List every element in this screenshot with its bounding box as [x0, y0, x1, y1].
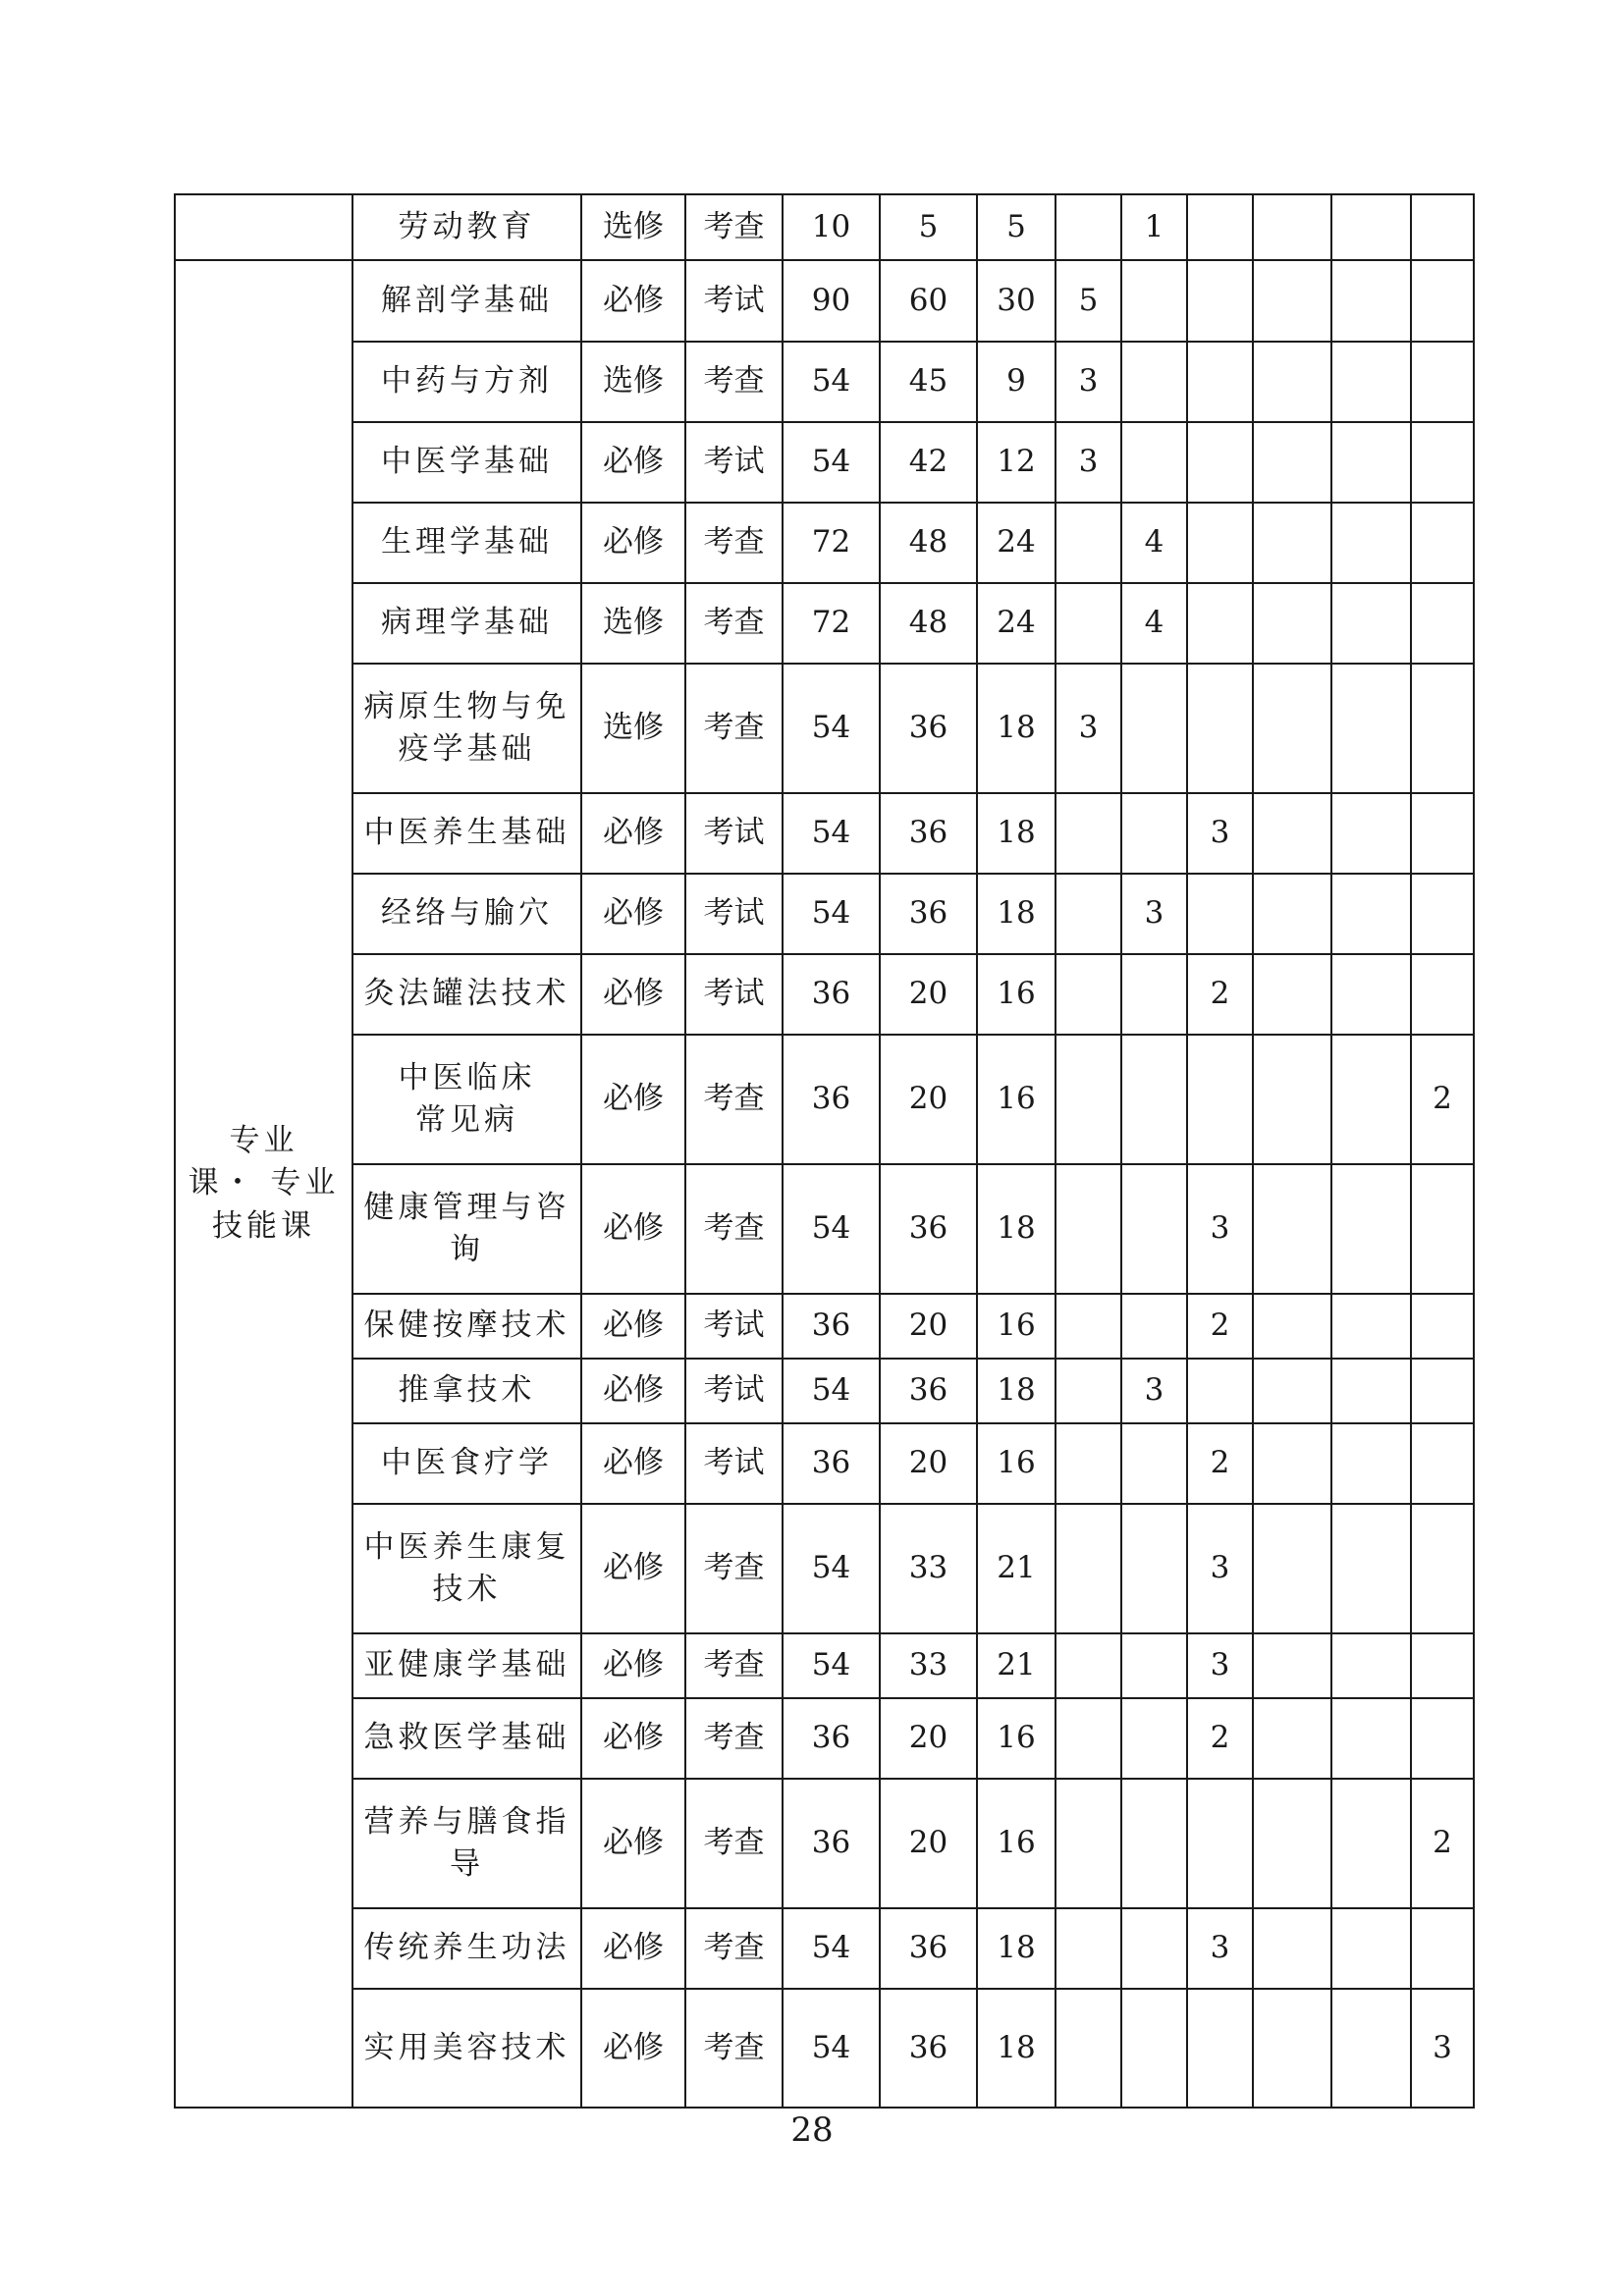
practice-hours-cell: 30: [977, 260, 1056, 342]
sem2-cell: [1121, 1989, 1187, 2108]
practice-hours-cell: 16: [977, 1698, 1056, 1779]
sem1-cell: [1056, 583, 1121, 664]
practice-hours-cell: 18: [977, 664, 1056, 793]
total-hours-cell: 54: [783, 1359, 880, 1423]
assessment-cell: 考查: [685, 503, 783, 583]
practice-hours-cell: 18: [977, 1164, 1056, 1294]
sem1-cell: [1056, 1359, 1121, 1423]
sem2-cell: [1121, 793, 1187, 874]
sem5-cell: [1331, 422, 1411, 503]
assessment-cell: 考查: [685, 1698, 783, 1779]
theory-hours-cell: 20: [880, 954, 977, 1035]
sem4-cell: [1253, 503, 1331, 583]
practice-hours-cell: 16: [977, 1294, 1056, 1359]
sem2-cell: [1121, 422, 1187, 503]
table-row: [175, 194, 1474, 260]
theory-hours-cell: 45: [880, 342, 977, 422]
sem4-cell: [1253, 664, 1331, 793]
course-type-cell: 必修: [581, 1504, 685, 1633]
sem6-cell: [1411, 664, 1474, 793]
sem4-cell: [1253, 954, 1331, 1035]
course-table: [174, 193, 1475, 2109]
sem6-cell: [1411, 260, 1474, 342]
total-hours-cell: 54: [783, 874, 880, 954]
sem5-cell: [1331, 1698, 1411, 1779]
assessment-cell: 考查: [685, 194, 783, 260]
course-name-cell: 推拿技术: [352, 1359, 581, 1423]
course-name-cell: 传统养生功法: [352, 1908, 581, 1989]
assessment-cell: 考查: [685, 1164, 783, 1294]
course-name-cell: 实用美容技术: [352, 1989, 581, 2108]
sem3-cell: 3: [1187, 1908, 1253, 1989]
practice-hours-cell: 18: [977, 1908, 1056, 1989]
sem2-cell: [1121, 1908, 1187, 1989]
sem3-cell: 3: [1187, 793, 1253, 874]
sem3-cell: [1187, 874, 1253, 954]
sem2-cell: [1121, 342, 1187, 422]
practice-hours-cell: 21: [977, 1633, 1056, 1698]
sem4-cell: [1253, 793, 1331, 874]
table-row: [175, 1423, 1474, 1504]
sem6-cell: [1411, 1164, 1474, 1294]
course-name-cell: 解剖学基础: [352, 260, 581, 342]
table-row: [175, 503, 1474, 583]
sem3-cell: [1187, 342, 1253, 422]
sem5-cell: [1331, 874, 1411, 954]
practice-hours-cell: 21: [977, 1504, 1056, 1633]
total-hours-cell: 36: [783, 1294, 880, 1359]
table-row: [175, 583, 1474, 664]
course-type-cell: 必修: [581, 954, 685, 1035]
sem2-cell: [1121, 1698, 1187, 1779]
sem2-cell: [1121, 1504, 1187, 1633]
sem1-cell: [1056, 194, 1121, 260]
table-row: [175, 1359, 1474, 1423]
course-name-cell: 营养与膳食指导: [352, 1779, 581, 1908]
total-hours-cell: 54: [783, 793, 880, 874]
total-hours-cell: 54: [783, 1633, 880, 1698]
sem3-cell: [1187, 503, 1253, 583]
sem1-cell: [1056, 1779, 1121, 1908]
course-name-cell: 中医养生康复技术: [352, 1504, 581, 1633]
course-type-cell: 必修: [581, 1423, 685, 1504]
sem5-cell: [1331, 503, 1411, 583]
sem2-cell: [1121, 1035, 1187, 1164]
sem5-cell: [1331, 1989, 1411, 2108]
total-hours-cell: 72: [783, 583, 880, 664]
table-row: [175, 1294, 1474, 1359]
assessment-cell: 考试: [685, 954, 783, 1035]
course-type-cell: 必修: [581, 793, 685, 874]
theory-hours-cell: 36: [880, 1164, 977, 1294]
course-type-cell: 必修: [581, 503, 685, 583]
sem1-cell: [1056, 954, 1121, 1035]
sem5-cell: [1331, 1908, 1411, 1989]
total-hours-cell: 36: [783, 1779, 880, 1908]
course-type-cell: 必修: [581, 422, 685, 503]
sem3-cell: 2: [1187, 1294, 1253, 1359]
sem4-cell: [1253, 1779, 1331, 1908]
total-hours-cell: 36: [783, 954, 880, 1035]
sem6-cell: [1411, 194, 1474, 260]
sem3-cell: 3: [1187, 1504, 1253, 1633]
sem6-cell: [1411, 793, 1474, 874]
sem4-cell: [1253, 583, 1331, 664]
table-row: [175, 422, 1474, 503]
practice-hours-cell: 16: [977, 1035, 1056, 1164]
sem6-cell: [1411, 1359, 1474, 1423]
sem5-cell: [1331, 1423, 1411, 1504]
sem1-cell: [1056, 1423, 1121, 1504]
course-type-cell: 必修: [581, 1633, 685, 1698]
assessment-cell: 考试: [685, 1294, 783, 1359]
category-cell: 专业 课・ 专业 技能课: [175, 260, 352, 2108]
sem4-cell: [1253, 1423, 1331, 1504]
sem5-cell: [1331, 793, 1411, 874]
sem4-cell: [1253, 194, 1331, 260]
sem1-cell: [1056, 793, 1121, 874]
table-row: [175, 342, 1474, 422]
sem5-cell: [1331, 260, 1411, 342]
theory-hours-cell: 20: [880, 1698, 977, 1779]
table-row: [175, 793, 1474, 874]
table-body: [175, 194, 1474, 2108]
sem4-cell: [1253, 1989, 1331, 2108]
sem1-cell: 3: [1056, 422, 1121, 503]
theory-hours-cell: 36: [880, 874, 977, 954]
sem2-cell: 4: [1121, 503, 1187, 583]
theory-hours-cell: 36: [880, 1908, 977, 1989]
sem6-cell: [1411, 954, 1474, 1035]
sem6-cell: [1411, 1908, 1474, 1989]
sem1-cell: 5: [1056, 260, 1121, 342]
course-type-cell: 必修: [581, 1908, 685, 1989]
practice-hours-cell: 16: [977, 1779, 1056, 1908]
sem5-cell: [1331, 194, 1411, 260]
course-type-cell: 必修: [581, 1164, 685, 1294]
table-row: [175, 1164, 1474, 1294]
assessment-cell: 考查: [685, 1035, 783, 1164]
sem3-cell: [1187, 583, 1253, 664]
sem2-cell: 3: [1121, 874, 1187, 954]
table-row: [175, 1908, 1474, 1989]
sem2-cell: [1121, 1423, 1187, 1504]
sem6-cell: [1411, 503, 1474, 583]
total-hours-cell: 54: [783, 342, 880, 422]
sem6-cell: [1411, 874, 1474, 954]
total-hours-cell: 54: [783, 1504, 880, 1633]
table-row: [175, 1633, 1474, 1698]
course-type-cell: 必修: [581, 1989, 685, 2108]
course-type-cell: 必修: [581, 1035, 685, 1164]
assessment-cell: 考试: [685, 1359, 783, 1423]
table-row: [175, 1989, 1474, 2108]
theory-hours-cell: 48: [880, 503, 977, 583]
practice-hours-cell: 24: [977, 503, 1056, 583]
assessment-cell: 考查: [685, 1504, 783, 1633]
total-hours-cell: 54: [783, 1908, 880, 1989]
total-hours-cell: 54: [783, 1164, 880, 1294]
sem1-cell: [1056, 1989, 1121, 2108]
sem6-cell: [1411, 342, 1474, 422]
sem2-cell: [1121, 1779, 1187, 1908]
sem6-cell: [1411, 583, 1474, 664]
sem5-cell: [1331, 1359, 1411, 1423]
sem5-cell: [1331, 954, 1411, 1035]
course-type-cell: 必修: [581, 1698, 685, 1779]
practice-hours-cell: 18: [977, 1359, 1056, 1423]
sem2-cell: [1121, 260, 1187, 342]
page-number: 28: [790, 2110, 834, 2150]
assessment-cell: 考查: [685, 342, 783, 422]
sem1-cell: [1056, 1908, 1121, 1989]
course-type-cell: 选修: [581, 194, 685, 260]
total-hours-cell: 54: [783, 664, 880, 793]
sem6-cell: [1411, 1504, 1474, 1633]
theory-hours-cell: 36: [880, 793, 977, 874]
sem1-cell: [1056, 1504, 1121, 1633]
sem1-cell: [1056, 874, 1121, 954]
assessment-cell: 考查: [685, 1989, 783, 2108]
sem6-cell: [1411, 1294, 1474, 1359]
total-hours-cell: 54: [783, 1989, 880, 2108]
course-name-cell: 健康管理与咨询: [352, 1164, 581, 1294]
course-type-cell: 必修: [581, 1294, 685, 1359]
theory-hours-cell: 20: [880, 1294, 977, 1359]
sem2-cell: [1121, 1294, 1187, 1359]
assessment-cell: 考试: [685, 422, 783, 503]
theory-hours-cell: 20: [880, 1035, 977, 1164]
course-type-cell: 必修: [581, 1779, 685, 1908]
sem2-cell: 1: [1121, 194, 1187, 260]
sem1-cell: [1056, 1698, 1121, 1779]
assessment-cell: 考查: [685, 1908, 783, 1989]
total-hours-cell: 36: [783, 1698, 880, 1779]
theory-hours-cell: 36: [880, 664, 977, 793]
assessment-cell: 考试: [685, 793, 783, 874]
sem5-cell: [1331, 664, 1411, 793]
sem6-cell: 2: [1411, 1035, 1474, 1164]
sem4-cell: [1253, 422, 1331, 503]
sem3-cell: 3: [1187, 1164, 1253, 1294]
sem2-cell: [1121, 664, 1187, 793]
assessment-cell: 考试: [685, 1423, 783, 1504]
table-row: [175, 1779, 1474, 1908]
course-name-cell: 急救医学基础: [352, 1698, 581, 1779]
theory-hours-cell: 33: [880, 1504, 977, 1633]
sem3-cell: [1187, 1035, 1253, 1164]
table-row: [175, 1035, 1474, 1164]
sem3-cell: [1187, 1359, 1253, 1423]
course-name-cell: 经络与腧穴: [352, 874, 581, 954]
total-hours-cell: 10: [783, 194, 880, 260]
course-type-cell: 选修: [581, 664, 685, 793]
sem2-cell: 4: [1121, 583, 1187, 664]
table-row: [175, 664, 1474, 793]
table-row: [175, 874, 1474, 954]
sem3-cell: [1187, 422, 1253, 503]
sem6-cell: 3: [1411, 1989, 1474, 2108]
sem6-cell: 2: [1411, 1779, 1474, 1908]
course-name-cell: 病理学基础: [352, 583, 581, 664]
course-type-cell: 必修: [581, 1359, 685, 1423]
theory-hours-cell: 60: [880, 260, 977, 342]
sem5-cell: [1331, 342, 1411, 422]
sem5-cell: [1331, 1633, 1411, 1698]
total-hours-cell: 36: [783, 1035, 880, 1164]
sem4-cell: [1253, 1908, 1331, 1989]
sem5-cell: [1331, 583, 1411, 664]
sem4-cell: [1253, 342, 1331, 422]
sem3-cell: [1187, 664, 1253, 793]
assessment-cell: 考查: [685, 664, 783, 793]
course-name-cell: 劳动教育: [352, 194, 581, 260]
sem2-cell: [1121, 1633, 1187, 1698]
sem1-cell: 3: [1056, 342, 1121, 422]
practice-hours-cell: 18: [977, 874, 1056, 954]
sem3-cell: 3: [1187, 1633, 1253, 1698]
course-name-cell: 亚健康学基础: [352, 1633, 581, 1698]
assessment-cell: 考查: [685, 583, 783, 664]
course-name-cell: 生理学基础: [352, 503, 581, 583]
total-hours-cell: 36: [783, 1423, 880, 1504]
sem3-cell: [1187, 1989, 1253, 2108]
sem6-cell: [1411, 1633, 1474, 1698]
course-type-cell: 选修: [581, 342, 685, 422]
theory-hours-cell: 20: [880, 1423, 977, 1504]
course-name-cell: 中医学基础: [352, 422, 581, 503]
assessment-cell: 考查: [685, 1779, 783, 1908]
practice-hours-cell: 16: [977, 954, 1056, 1035]
sem4-cell: [1253, 1633, 1331, 1698]
sem3-cell: 2: [1187, 1698, 1253, 1779]
sem1-cell: [1056, 1035, 1121, 1164]
sem1-cell: [1056, 503, 1121, 583]
sem4-cell: [1253, 1294, 1331, 1359]
assessment-cell: 考查: [685, 1633, 783, 1698]
sem2-cell: [1121, 1164, 1187, 1294]
sem6-cell: [1411, 422, 1474, 503]
theory-hours-cell: 5: [880, 194, 977, 260]
course-name-cell: 中药与方剂: [352, 342, 581, 422]
category-cell-empty: [175, 194, 352, 260]
practice-hours-cell: 5: [977, 194, 1056, 260]
course-type-cell: 选修: [581, 583, 685, 664]
sem4-cell: [1253, 260, 1331, 342]
course-name-cell: 保健按摩技术: [352, 1294, 581, 1359]
sem3-cell: 2: [1187, 1423, 1253, 1504]
course-name-cell: 灸法罐法技术: [352, 954, 581, 1035]
sem5-cell: [1331, 1504, 1411, 1633]
course-type-cell: 必修: [581, 260, 685, 342]
sem1-cell: [1056, 1294, 1121, 1359]
total-hours-cell: 90: [783, 260, 880, 342]
sem3-cell: 2: [1187, 954, 1253, 1035]
sem5-cell: [1331, 1164, 1411, 1294]
table-row: [175, 1698, 1474, 1779]
assessment-cell: 考试: [685, 260, 783, 342]
sem4-cell: [1253, 1035, 1331, 1164]
theory-hours-cell: 20: [880, 1779, 977, 1908]
theory-hours-cell: 36: [880, 1989, 977, 2108]
sem5-cell: [1331, 1294, 1411, 1359]
practice-hours-cell: 18: [977, 1989, 1056, 2108]
table-row: [175, 954, 1474, 1035]
theory-hours-cell: 48: [880, 583, 977, 664]
assessment-cell: 考试: [685, 874, 783, 954]
sem6-cell: [1411, 1423, 1474, 1504]
sem4-cell: [1253, 1359, 1331, 1423]
sem4-cell: [1253, 1698, 1331, 1779]
theory-hours-cell: 36: [880, 1359, 977, 1423]
theory-hours-cell: 42: [880, 422, 977, 503]
course-name-cell: 中医食疗学: [352, 1423, 581, 1504]
course-name-cell: 病原生物与免疫学基础: [352, 664, 581, 793]
sem5-cell: [1331, 1779, 1411, 1908]
sem1-cell: 3: [1056, 664, 1121, 793]
sem1-cell: [1056, 1164, 1121, 1294]
sem2-cell: 3: [1121, 1359, 1187, 1423]
practice-hours-cell: 16: [977, 1423, 1056, 1504]
sem4-cell: [1253, 874, 1331, 954]
course-name-cell: 中医临床 常见病: [352, 1035, 581, 1164]
practice-hours-cell: 12: [977, 422, 1056, 503]
course-name-cell: 中医养生基础: [352, 793, 581, 874]
total-hours-cell: 54: [783, 422, 880, 503]
sem3-cell: [1187, 194, 1253, 260]
practice-hours-cell: 24: [977, 583, 1056, 664]
total-hours-cell: 72: [783, 503, 880, 583]
sem4-cell: [1253, 1504, 1331, 1633]
course-type-cell: 必修: [581, 874, 685, 954]
table-row: [175, 260, 1474, 342]
theory-hours-cell: 33: [880, 1633, 977, 1698]
practice-hours-cell: 18: [977, 793, 1056, 874]
sem3-cell: [1187, 1779, 1253, 1908]
sem4-cell: [1253, 1164, 1331, 1294]
sem1-cell: [1056, 1633, 1121, 1698]
sem3-cell: [1187, 260, 1253, 342]
practice-hours-cell: 9: [977, 342, 1056, 422]
sem6-cell: [1411, 1698, 1474, 1779]
table-row: [175, 1504, 1474, 1633]
sem5-cell: [1331, 1035, 1411, 1164]
sem2-cell: [1121, 954, 1187, 1035]
